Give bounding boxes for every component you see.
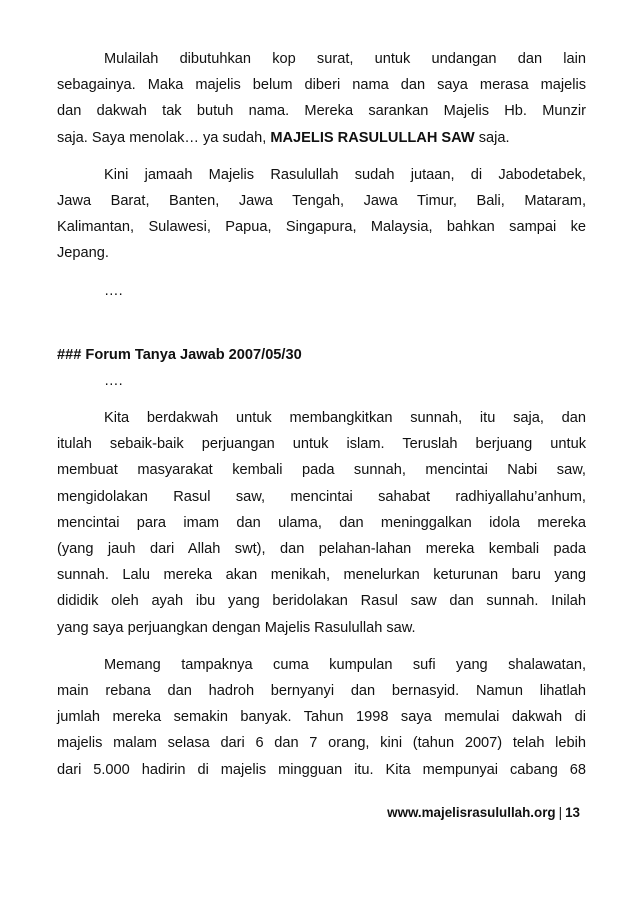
text-span: saja. <box>474 129 510 146</box>
text-line: dan dakwah tak butuh nama. Mereka sarankan Majelis Hb. Munzir <box>57 103 586 120</box>
text-line: dari 5.000 hadirin di majelis mingguan itu. Kita mempunyai cabang 68 <box>57 761 586 778</box>
text-line: dididik oleh ayah ibu yang beridolakan Rasul saw dan sunnah. Inilah <box>57 593 586 610</box>
footer-website: www.majelisrasulullah.org <box>387 805 556 820</box>
text-line: itulah sebaik-baik perjuangan untuk islam. Teruslah berjuang untuk <box>57 436 586 453</box>
paragraph-gap <box>57 267 586 278</box>
text-line: jumlah mereka semakin banyak. Tahun 1998 saya memulai dakwah di <box>57 709 586 726</box>
paragraph-3 <box>57 405 586 641</box>
ellipsis-line: …. <box>104 282 123 299</box>
text-line: membuat masyarakat kembali pada sunnah, mencintai Nabi saw, <box>57 462 586 479</box>
footer-separator: | <box>558 805 563 820</box>
text-line: sebagainya. Maka majelis belum diberi nama dan saya merasa majelis <box>57 77 586 94</box>
text-line: mengidolakan Rasul saw, mencintai sahabat radhiyallahu’anhum, <box>57 488 586 505</box>
text-line: yang saya perjuangkan dengan Majelis Rasulullah saw. <box>57 619 416 636</box>
majelis-name-emphasis: MAJELIS RASULULLAH SAW <box>270 129 475 146</box>
paragraph-1 <box>57 46 586 151</box>
paragraph-gap <box>57 394 586 405</box>
text-line: Mulailah dibutuhkan kop surat, untuk undangan dan lain <box>104 51 586 67</box>
page-footer <box>387 805 580 820</box>
section-heading: ### Forum Tanya Jawab 2007/05/30 <box>57 346 302 363</box>
paragraph-2 <box>57 162 586 267</box>
text-line <box>57 125 586 151</box>
text-line: Jepang. <box>57 245 109 262</box>
page-number: 13 <box>565 805 580 820</box>
text-line: Kita berdakwah untuk membangkitkan sunnah, itu saja, dan <box>104 410 586 427</box>
text-line: (yang jauh dari Allah swt), dan pelahan-lahan mereka kembali pada <box>57 541 586 557</box>
section-gap <box>57 304 586 342</box>
page-content <box>57 46 586 783</box>
text-line: Kini jamaah Majelis Rasulullah sudah jutaan, di Jabodetabek, <box>104 166 586 183</box>
text-line: Jawa Barat, Banten, Jawa Tengah, Jawa Timur, Bali, Mataram, <box>57 192 586 209</box>
paragraph-gap <box>57 151 586 162</box>
text-line: Memang tampaknya cuma kumpulan sufi yang shalawatan, <box>104 656 586 673</box>
text-line: Kalimantan, Sulawesi, Papua, Singapura, Malaysia, bahkan sampai ke <box>57 219 586 236</box>
text-line: majelis malam selasa dari 6 dan 7 orang, kini (tahun 2007) telah lebih <box>57 735 586 752</box>
ellipsis-line: …. <box>104 372 123 389</box>
paragraph-4 <box>57 652 586 783</box>
paragraph-gap <box>57 641 586 652</box>
text-line: main rebana dan hadroh bernyanyi dan bernasyid. Namun lihatlah <box>57 682 586 699</box>
text-line: sunnah. Lalu mereka akan menikah, menelurkan keturunan baru yang <box>57 567 586 584</box>
text-span: saja. Saya menolak… ya sudah, <box>57 129 271 146</box>
text-line: mencintai para imam dan ulama, dan meninggalkan idola mereka <box>57 514 586 531</box>
